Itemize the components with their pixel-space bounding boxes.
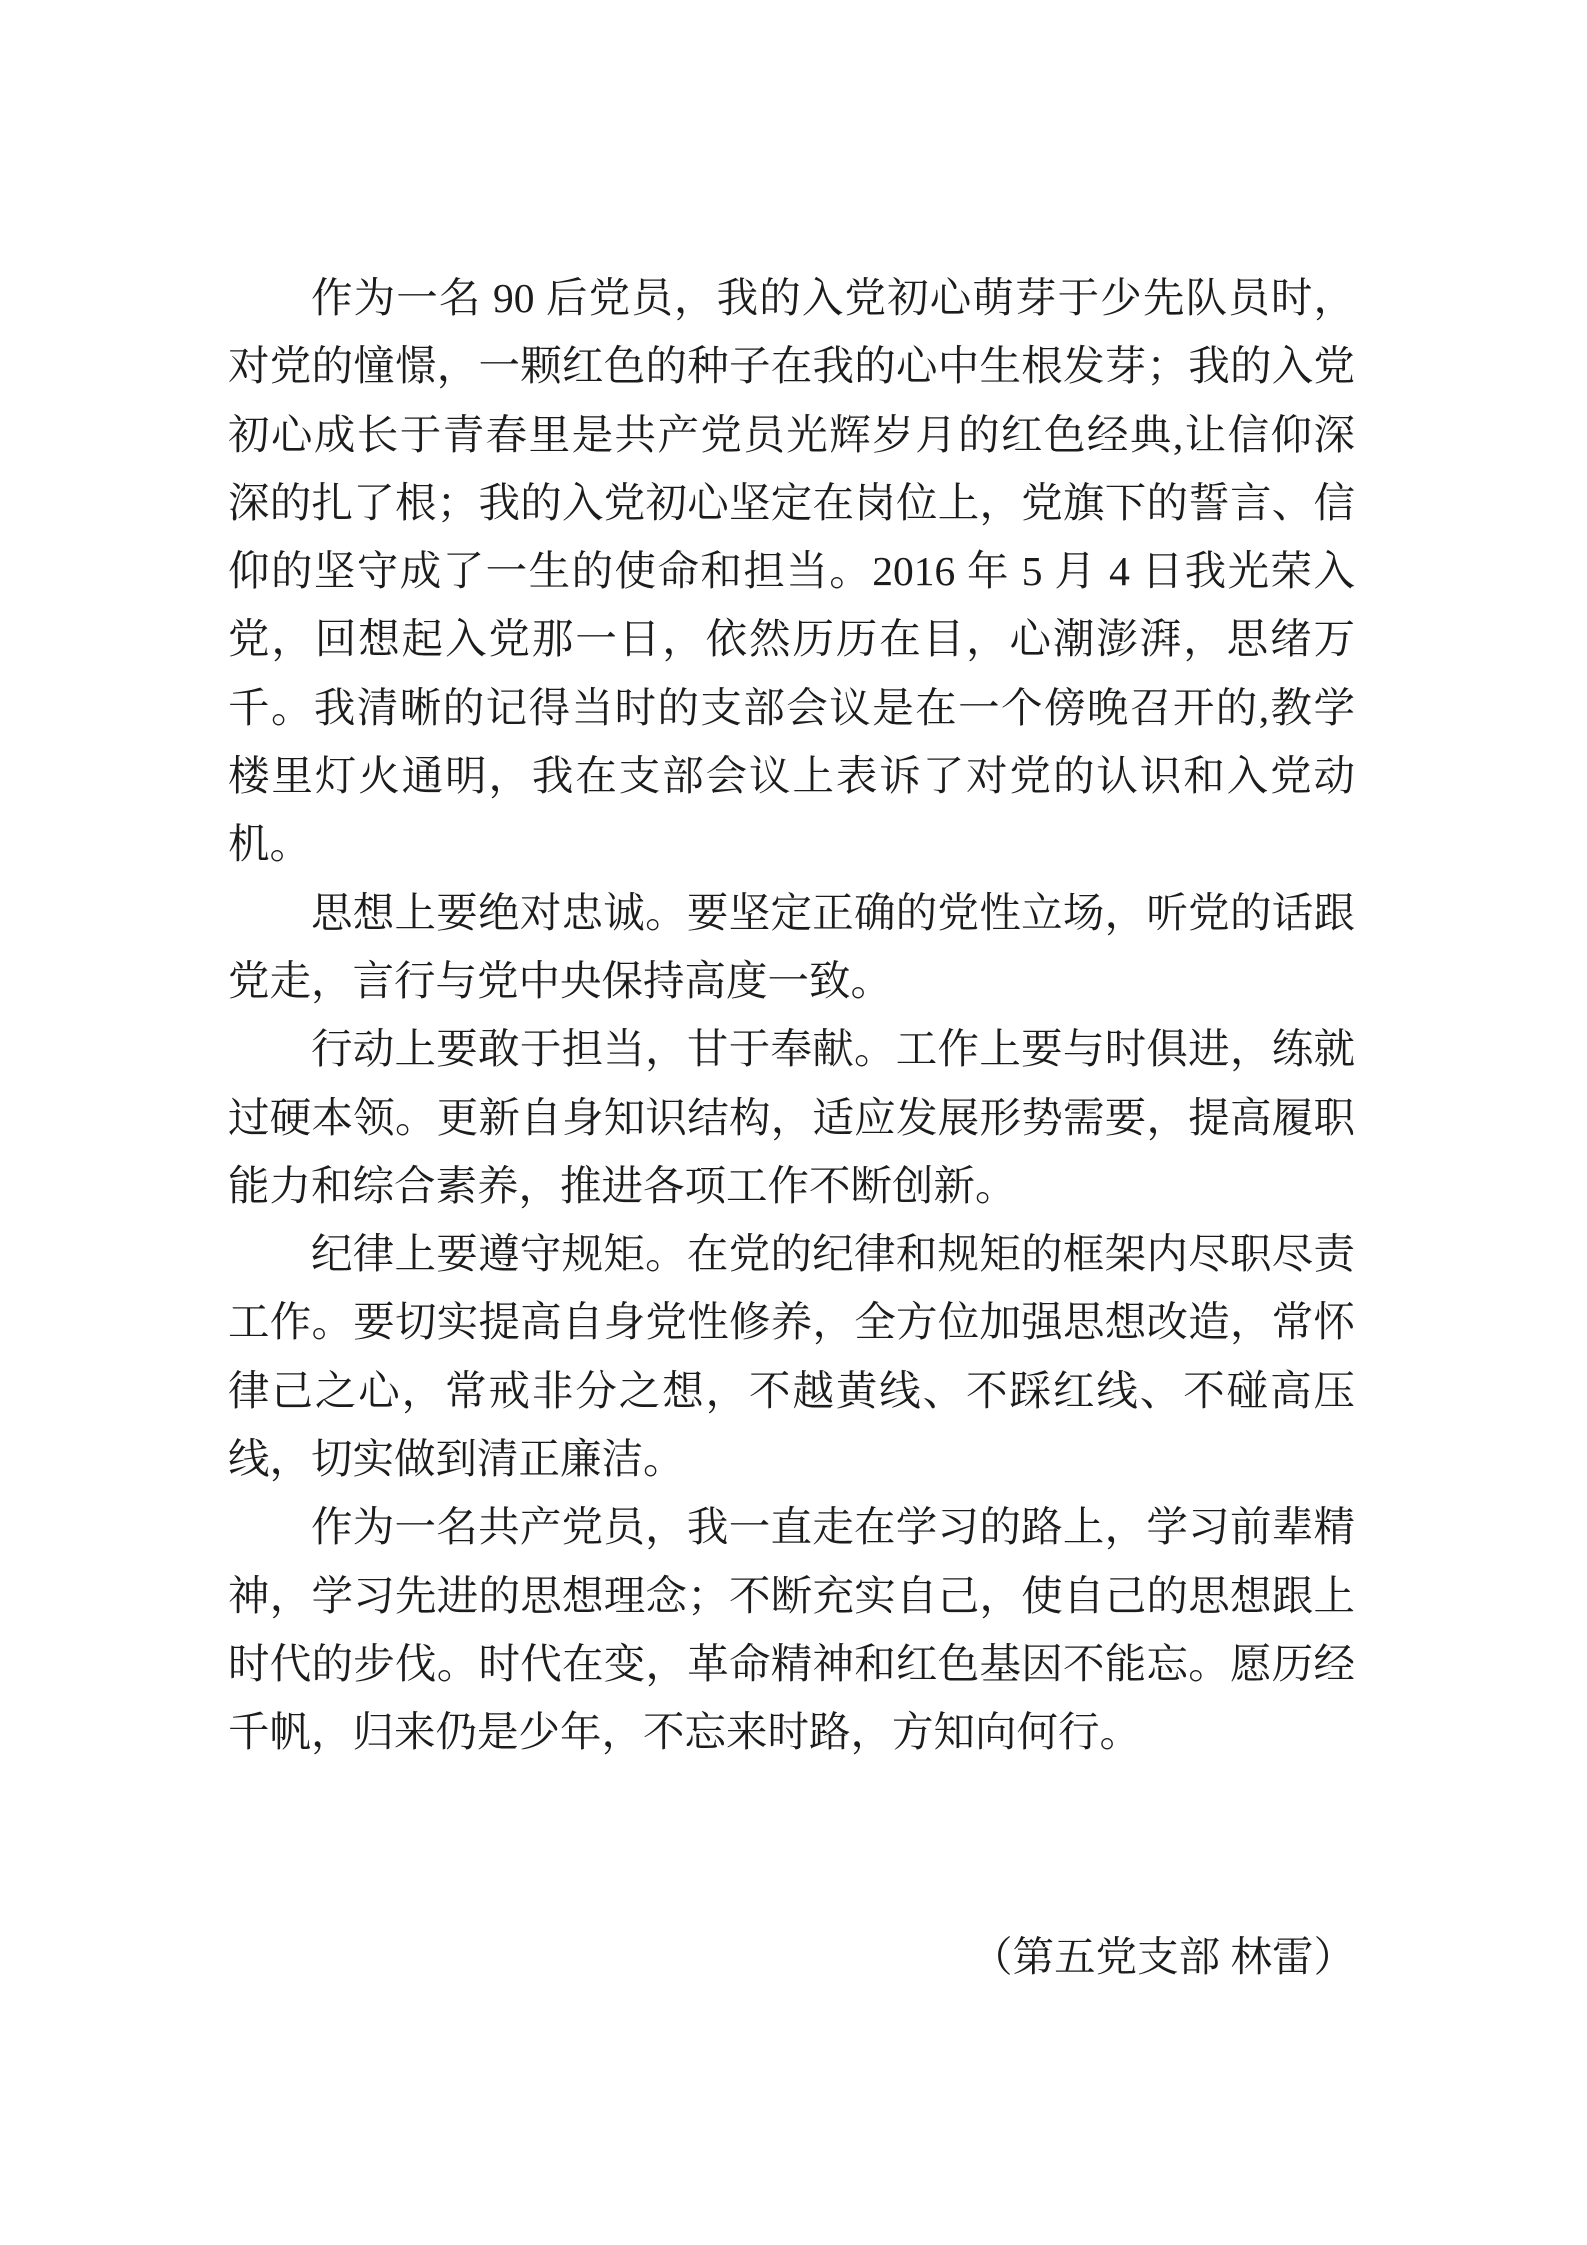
paragraph-opening: 作为一名 90 后党员，我的入党初心萌芽于少先队员时，对党的憧憬，一颗红色的种子在我的心中生根发芽；我的入党初心成长于青春里是共产党员光辉岁月的红色经典,让信仰深深的扎了根；我的入党初心坚定在岗位上，党旗下的誓言、信仰的坚守成了一生的使命和担当。2016 年 5 月 4 日我光荣入党，回想起入党那一日，依然历历在目，心潮澎湃，思绪万千。我清晰的记得当时的支部会议是在一个傍晚召开的,教学楼里灯火通明，我在支部会议上表诉了对党的认识和入党动机。 bbox=[228, 275, 1355, 868]
paragraph-learning: 作为一名共产党员，我一直走在学习的路上，学习前辈精神，学习先进的思想理念；不断充实自己，使自己的思想跟上时代的步伐。时代在变，革命精神和红色基因不能忘。愿历经千帆，归来仍是少年，不忘来时路，方知向何行。 bbox=[228, 1504, 1355, 1756]
signature-line: （第五党支部 林雷） bbox=[971, 1933, 1355, 1980]
paragraph-action: 行动上要敢于担当，甘于奉献。工作上要与时俱进，练就过硬本领。更新自身知识结构，适应发展形势需要，提高履职能力和综合素养，推进各项工作不断创新。 bbox=[228, 1026, 1355, 1209]
paragraph-loyalty: 思想上要绝对忠诚。要坚定正确的党性立场，听党的话跟党走，言行与党中央保持高度一致。 bbox=[228, 889, 1355, 1004]
document-body bbox=[228, 264, 1355, 1991]
paragraph-discipline: 纪律上要遵守规矩。在党的纪律和规矩的框架内尽职尽责工作。要切实提高自身党性修养，全方位加强思想改造，常怀律己之心，常戒非分之想，不越黄线、不踩红线、不碰高压线，切实做到清正廉洁。 bbox=[228, 1231, 1355, 1483]
